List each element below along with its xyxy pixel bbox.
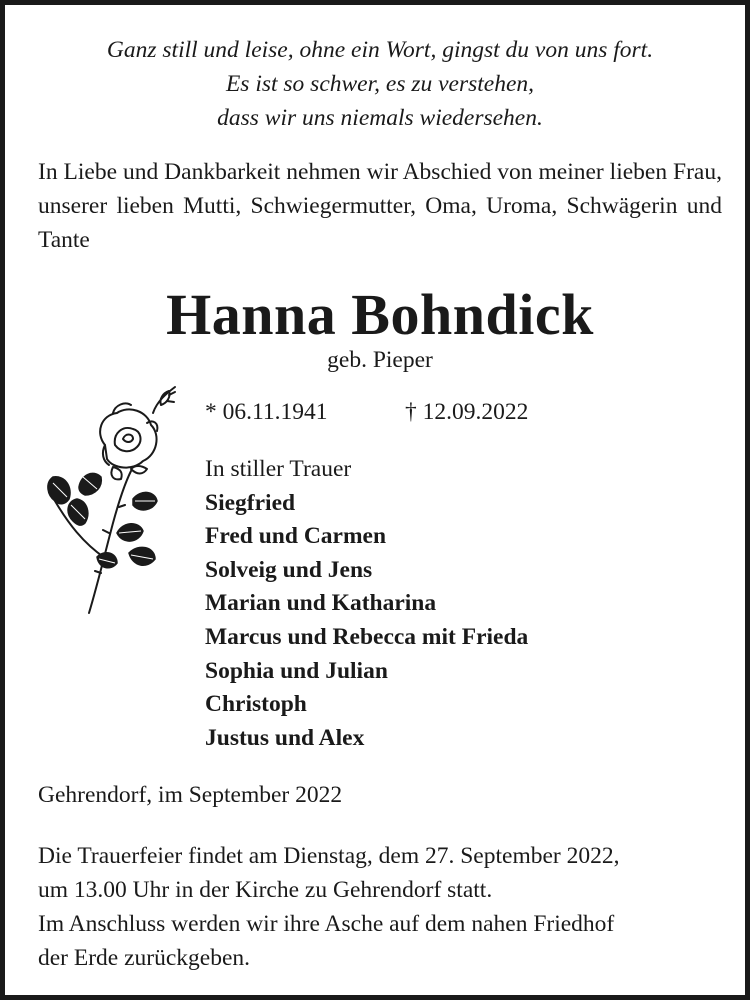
mourner-name: Solveig und Jens <box>205 556 373 583</box>
rose-icon <box>43 383 193 618</box>
deceased-name: Hanna Bohndick <box>166 282 594 347</box>
maiden-name: geb. Pieper <box>327 347 433 373</box>
farewell-intro: In Liebe und Dankbarkeit nehmen wir Abschied von meiner lieben Frau, unserer lieben Mutti, Schwiegermutter, Oma, Uroma, Schwägerin und Tante <box>38 159 722 253</box>
poem-line: Es ist so schwer, es zu verstehen, <box>225 71 535 97</box>
mourner-name: Siegfried <box>205 489 296 516</box>
mourner-name: Marcus und Rebecca mit Frieda <box>205 623 529 650</box>
poem-line: Ganz still und leise, ohne ein Wort, gingst du von uns fort. <box>106 37 654 63</box>
mourner-name: Christoph <box>205 691 307 718</box>
mourner-name: Justus und Alex <box>205 724 365 751</box>
service-line: Die Trauerfeier findet am Dienstag, dem 27. September 2022, <box>38 843 620 869</box>
service-line: der Erde zurückgeben. <box>38 945 251 971</box>
death-date: † 12.09.2022 <box>405 399 529 425</box>
mourner-name: Sophia und Julian <box>205 657 388 684</box>
mourner-name: Fred und Carmen <box>205 523 387 550</box>
memorial-poem <box>5 33 750 135</box>
birth-date: * 06.11.1941 <box>205 399 328 425</box>
poem-line: dass wir uns niemals wiedersehen. <box>217 105 543 131</box>
funeral-service-info <box>38 839 728 975</box>
life-dates <box>205 395 529 429</box>
service-line: um 13.00 Uhr in der Kirche zu Gehrendorf statt. <box>38 877 493 903</box>
mourners-list <box>205 453 528 755</box>
mourners-heading: In stiller Trauer <box>205 456 352 482</box>
service-line: Im Anschluss werden wir ihre Asche auf dem nahen Friedhof <box>38 911 615 937</box>
place-and-date: Gehrendorf, im September 2022 <box>38 782 343 808</box>
mourner-name: Marian und Katharina <box>205 590 437 617</box>
